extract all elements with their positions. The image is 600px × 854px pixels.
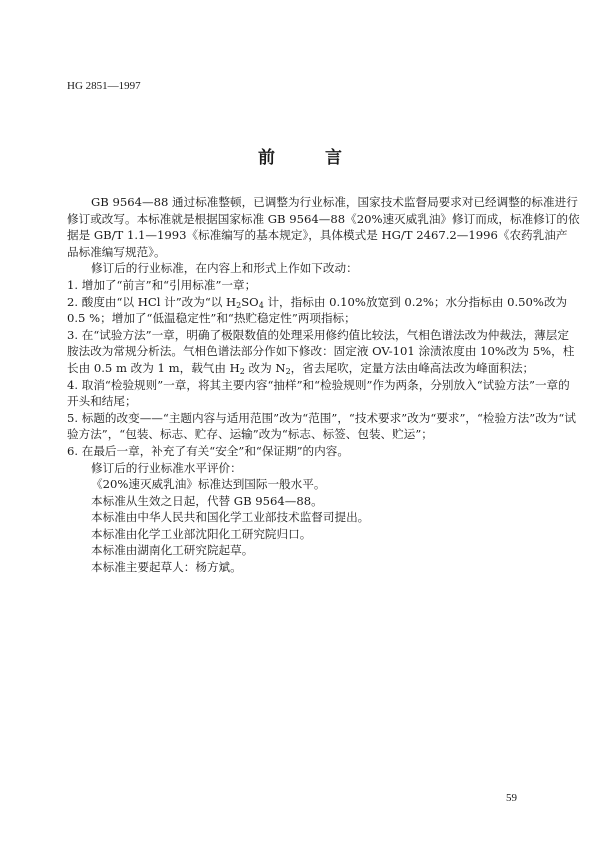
text-line [67, 377, 570, 394]
text-line [67, 476, 537, 493]
text-line [67, 526, 537, 543]
text-line [67, 343, 575, 360]
text-segment: 《20%速灭威乳油》标准达到国际一般水平。 [91, 477, 326, 492]
text-segment: 品标准编写规范》。 [67, 244, 166, 259]
text-line [67, 360, 537, 377]
subscript: 2 [236, 300, 242, 310]
text-line [67, 294, 568, 311]
text-segment: 胺法改为常规分析法。气相色谱法部分作如下修改：固定液 OV-101 涂渍浓度由 10%改为 5%，柱 [67, 344, 575, 359]
text-segment: 验方法”，“包装、标志、贮存、运输”改为“标志、标签、包装、贮运”； [67, 427, 433, 442]
text-line [67, 194, 578, 211]
text-line [67, 410, 576, 427]
text-segment: 本标准由化学工业部沈阳化工研究院归口。 [91, 526, 312, 541]
text-segment: 本标准主要起草人：杨方斌。 [91, 560, 242, 575]
text-line [67, 244, 537, 261]
text-segment: 2. 酸度由“以 HCl 计”改为“以 H [67, 294, 237, 309]
text-segment: 开头和结尾； [67, 394, 137, 409]
page-number: 59 [506, 792, 517, 804]
text-line [67, 227, 568, 244]
text-line [67, 426, 537, 443]
text-segment: 改为 N [244, 360, 286, 375]
text-segment: 修订后的行业标准，在内容上和形式上作如下改动： [91, 261, 358, 276]
text-segment: 4. 取消“检验规则”一章，将其主要内容“抽样”和“检验规则”作为两条，分别放入“试验方法”一章的 [67, 377, 570, 392]
text-line [67, 509, 537, 526]
text-segment: 修订后的行业标准水平评价： [91, 460, 242, 475]
text-segment: SO [241, 294, 259, 309]
text-segment: ，省去尾吹，定量方法由峰高法改为峰面积法； [290, 360, 535, 375]
text-segment: 本标准由中华人民共和国化学工业部技术监督司提出。 [91, 510, 370, 525]
subscript: 4 [258, 300, 264, 310]
text-segment: 长由 0.5 m 改为 1 m，载气由 H [67, 360, 240, 375]
text-line [67, 460, 537, 477]
foreword-body [67, 194, 580, 576]
text-segment: 5. 标题的改变——“主题内容与适用范围”改为“范围”，“技术要求”改为“要求”，“检验方法”改为“试 [67, 410, 576, 425]
text-segment: 3. 在“试验方法”一章，明确了极限数值的处理采用修约值比较法，气相色谱法改为仲裁法，薄层定 [67, 327, 569, 342]
text-line [67, 493, 537, 510]
text-segment: 6. 在最后一章，补充了有关“安全”和“保证期”的内容。 [67, 443, 349, 458]
text-line [67, 327, 569, 344]
subscript: 2 [239, 366, 245, 376]
subscript: 2 [285, 366, 291, 376]
text-segment: 本标准从生效之日起，代替 GB 9564—88。 [91, 493, 323, 508]
document-code-header: HG 2851—1997 [67, 80, 141, 92]
text-line [67, 443, 537, 460]
text-segment: GB 9564—88 通过标准整顿，已调整为行业标准，国家技术监督局要求对已经调整的标准进行 [91, 195, 578, 209]
text-line [67, 542, 537, 559]
text-segment: 修订或改写。本标准就是根据国家标准 GB 9564—88《20%速灭威乳油》修订而成，标准修订的依 [67, 211, 580, 226]
text-line [67, 559, 537, 576]
text-line [67, 393, 537, 410]
text-line [67, 310, 537, 327]
text-line [67, 277, 537, 294]
text-segment: 本标准由湖南化工研究院起草。 [91, 543, 254, 558]
text-segment: 计，指标由 0.10%放宽到 0.2%；水分指标由 0.50%改为 [263, 294, 568, 309]
page-title: 前 言 [258, 148, 364, 168]
text-segment: 0.5 %；增加了“低温稳定性”和“热贮稳定性”两项指标； [67, 311, 356, 326]
text-line [67, 211, 580, 228]
text-line [67, 260, 537, 277]
text-segment: 1. 增加了“前言”和“引用标准”一章； [67, 277, 257, 292]
text-segment: 据是 GB/T 1.1—1993《标准编写的基本规定》，具体模式是 HG/T 2467.2—1996《农药乳油产 [67, 228, 568, 243]
